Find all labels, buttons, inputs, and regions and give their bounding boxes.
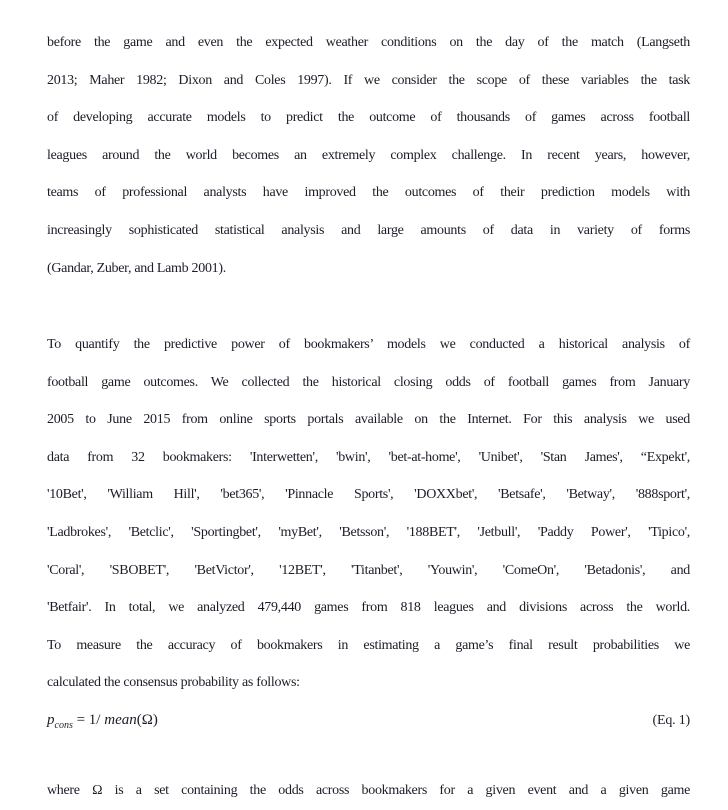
clipped-paragraph — [47, 772, 690, 810]
text-line: 'Coral', 'SBOBET', 'BetVictor', '12BET', 'Titanbet', 'Youwin', 'ComeOn', 'Betadonis', and — [47, 552, 690, 590]
text-line: increasingly sophisticated statistical analysis and large amounts of data in variety of forms — [47, 212, 690, 250]
text-line: 'Betfair'. In total, we analyzed 479,440 games from 818 leagues and divisions across the world. — [47, 589, 690, 627]
equation-label: (Eq. 1) — [653, 702, 690, 740]
equation-function: mean — [104, 712, 137, 728]
equation-argument: (Ω) — [137, 712, 158, 728]
text-line: (Gandar, Zuber, and Lamb 2001). — [47, 250, 690, 288]
paragraph-2 — [47, 326, 690, 702]
equation-symbol: p — [47, 712, 55, 728]
text-line: To quantify the predictive power of bookmakers’ models we conducted a historical analysis of — [47, 326, 690, 364]
text-line: To measure the accuracy of bookmakers in estimating a game’s final result probabilities we — [47, 627, 690, 665]
text-line: teams of professional analysts have improved the outcomes of their prediction models with — [47, 174, 690, 212]
text-line: 2013; Maher 1982; Dixon and Coles 1997). If we consider the scope of these variables the task — [47, 62, 690, 100]
text-line: leagues around the world becomes an extremely complex challenge. In recent years, however, — [47, 137, 690, 175]
text-line: before the game and even the expected weather conditions on the day of the match (Langseth — [47, 24, 690, 62]
text-line: '10Bet', 'William Hill', 'bet365', 'Pinnacle Sports', 'DOXXbet', 'Betsafe', 'Betway', '888sport', — [47, 476, 690, 514]
text-line: where Ω is a set containing the odds across bookmakers for a given event and a given game — [47, 772, 690, 810]
text-line: data from 32 bookmakers: 'Interwetten', 'bwin', 'bet-at-home', 'Unibet', 'Stan James', “Expekt', — [47, 439, 690, 477]
text-line: 2005 to June 2015 from online sports portals available on the Internet. For this analysis we used — [47, 401, 690, 439]
text-line: of developing accurate models to predict the outcome of thousands of games across football — [47, 99, 690, 137]
text-line: 'Ladbrokes', 'Betclic', 'Sportingbet', 'myBet', 'Betsson', '188BET', 'Jetbull', 'Paddy Power', 'Tipico', — [47, 514, 690, 552]
paragraph-1 — [47, 24, 690, 287]
equation-row — [47, 702, 690, 740]
text-line: football game outcomes. We collected the historical closing odds of football games from January — [47, 364, 690, 402]
equation-equals: = 1/ — [73, 712, 104, 728]
text-line: calculated the consensus probability as follows: — [47, 664, 690, 702]
equation-subscript: cons — [55, 720, 73, 731]
equation — [47, 702, 158, 745]
